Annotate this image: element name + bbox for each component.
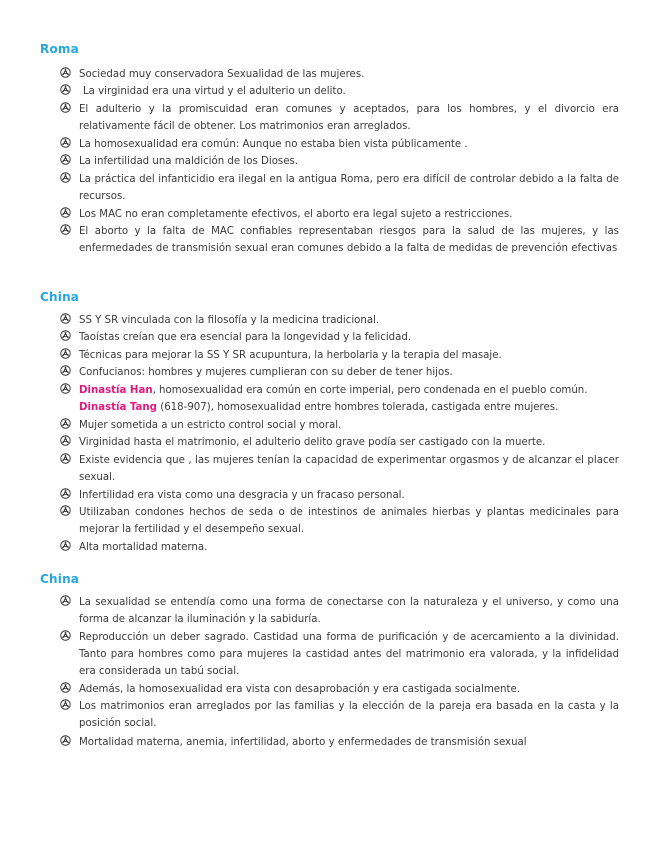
flower-icon — [60, 418, 71, 429]
flower-icon — [60, 595, 71, 606]
flower-icon — [60, 154, 71, 165]
item-text: Infertilidad era vista como una desgracia y un fracaso personal. — [79, 490, 405, 501]
item-text: Alta mortalidad materna. — [79, 542, 208, 553]
item-text: Confucianos: hombres y mujeres cumplieran con su deber de tener hijos. — [79, 367, 453, 378]
item-text: La práctica del infanticidio era ilegal en la antigua Roma, pero era difícil de controlar debido a la falta de recursos. — [79, 174, 619, 203]
flower-icon — [60, 682, 71, 693]
section-heading-china: China — [40, 572, 80, 586]
item-text — [79, 382, 619, 416]
item-text: Los matrimonios eran arreglados por las familias y la elección de la pareja era basada en la casta y la posición social. — [79, 701, 619, 730]
flower-icon — [60, 102, 71, 113]
flower-icon — [60, 84, 71, 95]
flower-icon — [60, 453, 71, 464]
dynasty-label: Dinastía Tang — [79, 402, 157, 414]
item-text: Mujer sometida a un estricto control social y moral. — [79, 420, 342, 431]
item-text: Existe evidencia que , las mujeres tenían la capacidad de experimentar orgasmos y de alcanzar el placer sexual. — [79, 455, 619, 484]
dynasty-text: (618-907), homosexualidad entre hombres tolerada, castigada entre mujeres. — [156, 402, 559, 414]
item-text: Virginidad hasta el matrimonio, el adulterio delito grave podía ser castigado con la muerte. — [79, 437, 546, 448]
item-text: Técnicas para mejorar la SS Y SR acupuntura, la herbolaria y la terapia del masaje. — [79, 350, 502, 361]
item-text: La homosexualidad era común: Aunque no estaba bien vista públicamente . — [79, 139, 468, 150]
dynasty-label: Dinastía Han — [79, 385, 153, 396]
flower-icon — [60, 488, 71, 499]
item-text: El aborto y la falta de MAC confiables representaban riesgos para la salud de las mujeres, y las enfermedades de transmisión sexual eran comunes debido a la falta de medidas de prevención efectivas — [79, 226, 619, 255]
item-text: Mortalidad materna, anemia, infertilidad, aborto y enfermedades de transmisión sexual — [79, 737, 527, 748]
flower-icon — [60, 207, 71, 218]
item-text: SS Y SR vinculada con la filosofía y la medicina tradicional. — [79, 315, 380, 326]
section-heading-roma: Roma — [40, 42, 79, 56]
flower-icon — [60, 313, 71, 324]
flower-icon — [60, 172, 71, 183]
dynasty-text: , homosexualidad era común en corte imperial, pero condenada en el pueblo común. — [152, 385, 588, 396]
item-text: Sociedad muy conservadora Sexualidad de las mujeres. — [79, 69, 365, 80]
flower-icon — [60, 137, 71, 148]
flower-icon — [60, 699, 71, 710]
flower-icon — [60, 365, 71, 376]
item-text: El adulterio y la promiscuidad eran comunes y aceptados, para los hombres, y el divorcio era relativamente fácil de obtener. Los matrimonios eran arreglados. — [79, 104, 619, 133]
item-text: La infertilidad una maldición de los Dioses. — [79, 156, 299, 167]
item-text: La sexualidad se entendía como una forma de conectarse con la naturaleza y el universo, y como una forma de alcanzar la iluminación y la sabiduría. — [79, 597, 619, 626]
item-text: La virginidad era una virtud y el adulterio un delito. — [83, 86, 346, 97]
flower-icon — [60, 630, 71, 641]
flower-icon — [60, 224, 71, 235]
flower-icon — [60, 505, 71, 516]
section-heading-china: China — [40, 290, 80, 304]
flower-icon — [60, 435, 71, 446]
item-text: Reproducción un deber sagrado. Castidad una forma de purificación y de acercamiento a la divinidad. Tanto para hombres como para mujeres la castidad antes del matrimonio era valorada, y la infidelidad era considerada un tabú social. — [79, 632, 619, 678]
flower-icon — [60, 67, 71, 78]
item-text: Taoístas creían que era esencial para la longevidad y la felicidad. — [79, 332, 412, 343]
item-text: Además, la homosexualidad era vista con desaprobación y era castigada socialmente. — [79, 684, 520, 695]
item-text: Utilizaban condones hechos de seda o de intestinos de animales hierbas y plantas medicinales para mejorar la fertilidad y el desempeño sexual. — [79, 507, 619, 536]
flower-icon — [60, 348, 71, 359]
flower-icon — [60, 735, 71, 746]
flower-icon — [60, 383, 71, 394]
flower-icon — [60, 330, 71, 341]
item-text: Los MAC no eran completamente efectivos, el aborto era legal sujeto a restricciones. — [79, 209, 513, 220]
flower-icon — [60, 540, 71, 551]
